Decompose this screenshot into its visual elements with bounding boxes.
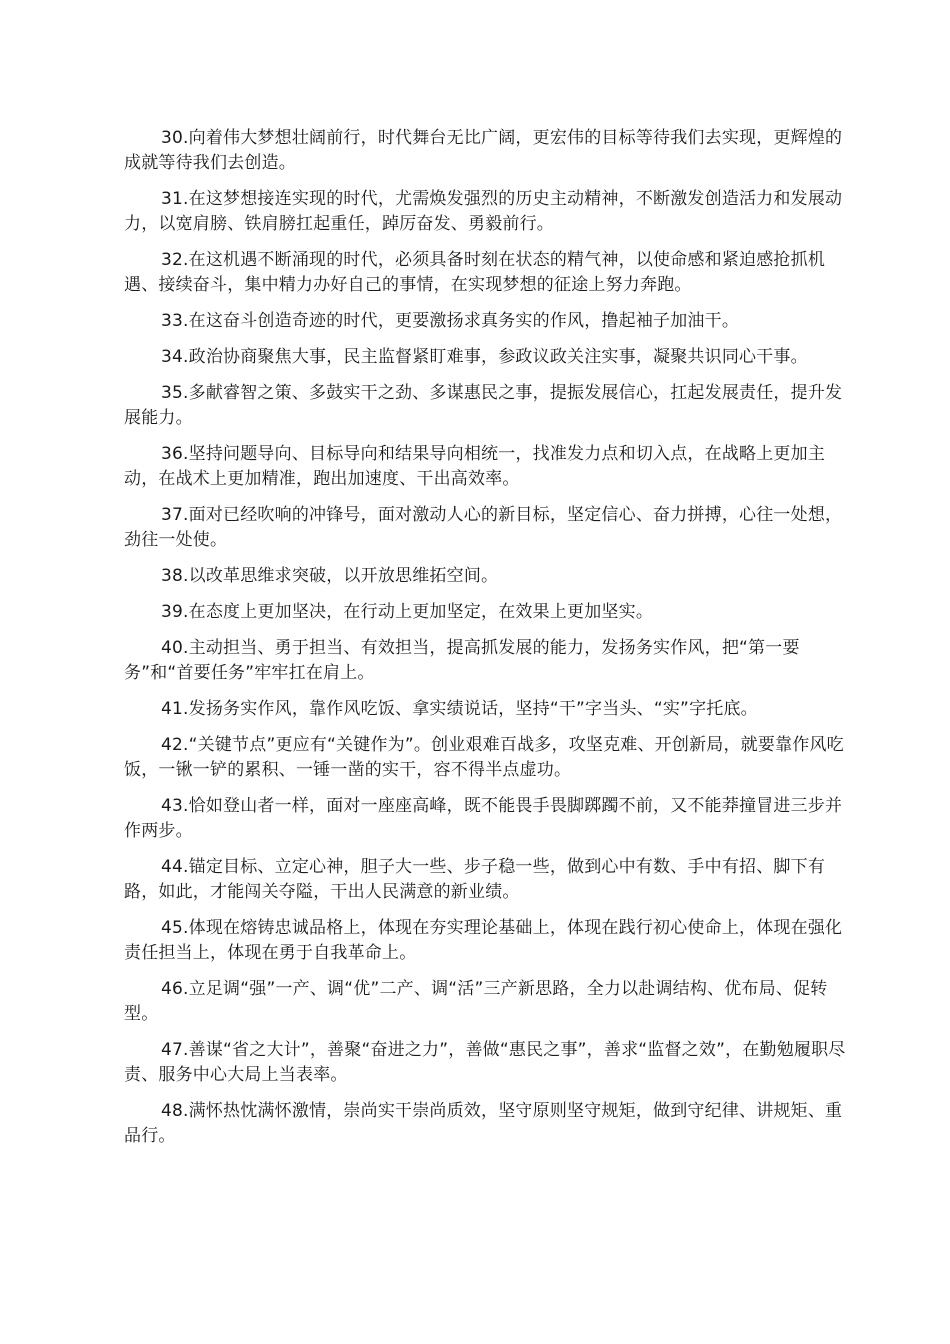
paragraph-36: 36.坚持问题导向、目标导向和结果导向相统一，找准发力点和切入点，在战略上更加主动，在战术上更加精准，跑出加速度、干出高效率。: [124, 444, 826, 489]
paragraph-43: 43.恰如登山者一样，面对一座座高峰，既不能畏手畏脚踯躅不前，又不能莽撞冒进三步并作两步。: [124, 796, 843, 841]
paragraph-37: 37.面对已经吹响的冲锋号，面对激动人心的新目标，坚定信心、奋力拼搏，心往一处想，劲往一处使。: [124, 505, 843, 550]
paragraph-42: 42.“关键节点”更应有“关键作为”。创业艰难百战多，攻坚克难、开创新局，就要靠作风吃饭，一锹一铲的累积、一锤一凿的实干，容不得半点虚功。: [124, 735, 844, 780]
paragraph-34: 34.政治协商聚焦大事，民主监督紧盯难事，参政议政关注实事，凝聚共识同心干事。: [161, 347, 808, 367]
paragraph-48: 48.满怀热忱满怀激情，崇尚实干崇尚质效，坚守原则坚守规矩，做到守纪律、讲规矩、重品行。: [124, 1101, 843, 1146]
paragraph-31: 31.在这梦想接连实现的时代，尤需焕发强烈的历史主动精神，不断激发创造活力和发展动力，以宽肩膀、铁肩膀扛起重任，踔厉奋发、勇毅前行。: [124, 189, 843, 234]
paragraph-47: 47.善谋“省之大计”，善聚“奋进之力”，善做“惠民之事”，善求“监督之效”，在勤勉履职尽责、服务中心大局上当表率。: [124, 1040, 846, 1085]
paragraph-32: 32.在这机遇不断涌现的时代，必须具备时刻在状态的精气神，以使命感和紧迫感抢抓机遇、接续奋斗，集中精力办好自己的事情，在实现梦想的征途上努力奔跑。: [124, 250, 826, 295]
paragraph-46: 46.立足调“强”一产、调“优”二产、调“活”三产新思路，全力以赴调结构、优布局、促转型。: [124, 979, 828, 1024]
document-body: [124, 126, 854, 1160]
paragraph-30: 30.向着伟大梦想壮阔前行，时代舞台无比广阔，更宏伟的目标等待我们去实现，更辉煌的成就等待我们去创造。: [124, 128, 843, 173]
paragraph-33: 33.在这奋斗创造奇迹的时代，更要激扬求真务实的作风，撸起袖子加油干。: [161, 311, 740, 331]
paragraph-44: 44.锚定目标、立定心神，胆子大一些、步子稳一些，做到心中有数、手中有招、脚下有路，如此，才能闯关夺隘，干出人民满意的新业绩。: [124, 857, 826, 902]
paragraph-45: 45.体现在熔铸忠诚品格上，体现在夯实理论基础上，体现在践行初心使命上，体现在强化责任担当上，体现在勇于自我革命上。: [124, 918, 843, 963]
paragraph-40: 40.主动担当、勇于担当、有效担当，提高抓发展的能力，发扬务实作风，把“第一要务”和“首要任务”牢牢扛在肩上。: [124, 638, 800, 683]
paragraph-41: 41.发扬务实作风，靠作风吃饭、拿实绩说话，坚持“干”字当头、“实”字托底。: [161, 699, 758, 719]
paragraph-38: 38.以改革思维求突破，以开放思维拓空间。: [161, 566, 499, 586]
paragraph-35: 35.多献睿智之策、多鼓实干之劲、多谋惠民之事，提振发展信心，扛起发展责任，提升发展能力。: [124, 383, 843, 428]
paragraph-39: 39.在态度上更加坚决，在行动上更加坚定，在效果上更加坚实。: [161, 602, 654, 622]
